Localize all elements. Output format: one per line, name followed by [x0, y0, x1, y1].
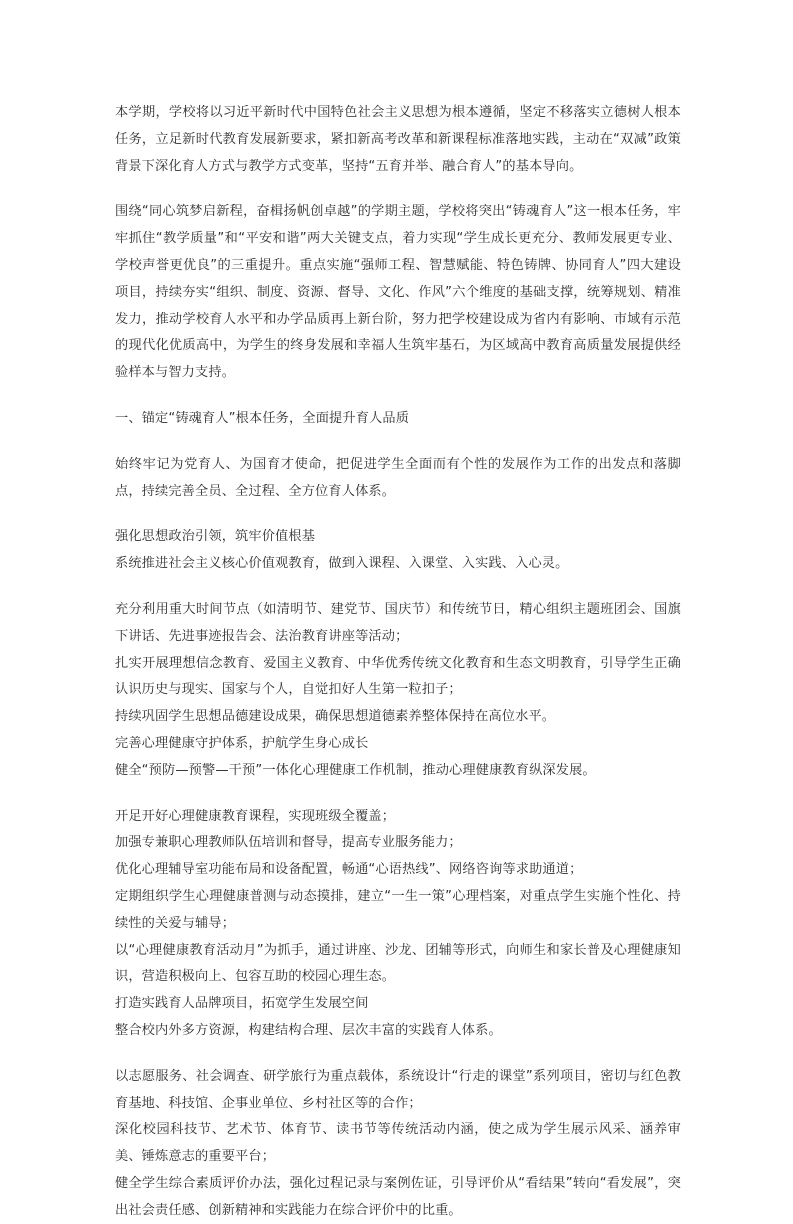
- mental-health-line-6: 打造实践育人品牌项目，拓宽学生发展空间: [115, 996, 369, 1012]
- mental-health-line-2: 加强专兼职心理教师队伍培训和督导，提高专业服务能力；: [115, 835, 462, 851]
- mental-health-line-3: 优化心理辅导室功能布局和设备配置，畅通“心语热线”、网络咨询等求助通道；: [115, 862, 583, 878]
- festival-line-3: 持续巩固学生思想品德建设成果，确保思想道德素养整体保持在高位水平。: [115, 709, 556, 725]
- festival-line-1: 充分利用重大时间节点（如清明节、建党节、国庆节）和传统节日，精心组织主题班团会、国旗下讲话、先进事迹报告会、法治教育讲座等活动；: [115, 601, 681, 644]
- mental-health-group: [115, 804, 681, 1045]
- practice-group: [115, 1064, 681, 1224]
- practice-line-2: 深化校园科技节、艺术节、体育节、读书节等传统活动内涵，使之成为学生展示风采、涵养审美、锤炼意志的重要平台；: [115, 1122, 681, 1165]
- festival-line-5: 健全“预防—预警—干预”一体化心理健康工作机制，推动心理健康教育纵深发展。: [115, 762, 596, 778]
- practice-line-3: 健全学生综合素质评价办法，强化过程记录与案例佐证，引导评价从“看结果”转向“看发展”，突出社会责任感、创新精神和实践能力在综合评价中的比重。: [115, 1175, 681, 1218]
- mental-health-line-5: 以“心理健康教育活动月”为抓手，通过讲座、沙龙、团辅等形式，向师生和家长普及心理健康知识，营造积极向上、包容互助的校园心理生态。: [115, 942, 681, 985]
- ideology-group: [115, 524, 681, 578]
- mental-health-line-1: 开足开好心理健康教育课程，实现班级全覆盖；: [115, 808, 396, 824]
- theme-paragraph: 围绕“同心筑梦启新程，奋楫扬帆创卓越”的学期主题，学校将突出“铸魂育人”这一根本任务，牢牢抓住“教学质量”和“平安和谐”两大关键支点，着力实现“学生成长更充分、教师发展更专业、学校声誉更优良”的三重提升。重点实施“强师工程、智慧赋能、特色铸牌、协同育人”四大建设项目，持续夯实“组织、制度、资源、督导、文化、作风”六个维度的基础支撑，统筹规划、精准发力，推动学校育人水平和办学品质再上新台阶，努力把学校建设成为省内有影响、市域有示范的现代化优质高中，为学生的终身发展和幸福人生筑牢基石，为区域高中教育高质量发展提供经验样本与智力支持。: [115, 204, 681, 381]
- festival-group: [115, 597, 681, 785]
- festival-line-4: 完善心理健康守护体系，护航学生身心成长: [115, 735, 369, 751]
- intro-paragraph: 本学期，学校将以习近平新时代中国特色社会主义思想为根本遵循，坚定不移落实立德树人根本任务，立足新时代教育发展新要求，紧扣新高考改革和新课程标准落地实践，主动在“双减”政策背景下深化育人方式与教学方式变革，坚持“五育并举、融合育人”的基本导向。: [115, 105, 681, 174]
- section-1-intro: 始终牢记为党育人、为国育才使命，把促进学生全面而有个性的发展作为工作的出发点和落脚点，持续完善全员、全过程、全方位育人体系。: [115, 456, 681, 499]
- document-body: [115, 100, 681, 1224]
- mental-health-line-4: 定期组织学生心理健康普测与动态摸排，建立“一生一策”心理档案，对重点学生实施个性化、持续性的关爱与辅导；: [115, 888, 681, 931]
- festival-line-2: 扎实开展理想信念教育、爱国主义教育、中华优秀传统文化教育和生态文明教育，引导学生正确认识历史与现实、国家与个人，自觉扣好人生第一粒扣子；: [115, 655, 681, 698]
- ideology-line-2: 系统推进社会主义核心价值观教育，做到入课程、入课堂、入实践、入心灵。: [115, 556, 569, 572]
- ideology-line-1: 强化思想政治引领，筑牢价值根基: [115, 529, 316, 545]
- mental-health-line-7: 整合校内外多方资源，构建结构合理、层次丰富的实践育人体系。: [115, 1022, 502, 1038]
- section-heading-1: 一、锚定“铸魂育人”根本任务，全面提升育人品质: [115, 410, 410, 426]
- practice-line-1: 以志愿服务、社会调查、研学旅行为重点载体，系统设计“行走的课堂”系列项目，密切与红色教育基地、科技馆、企事业单位、乡村社区等的合作；: [115, 1068, 681, 1111]
